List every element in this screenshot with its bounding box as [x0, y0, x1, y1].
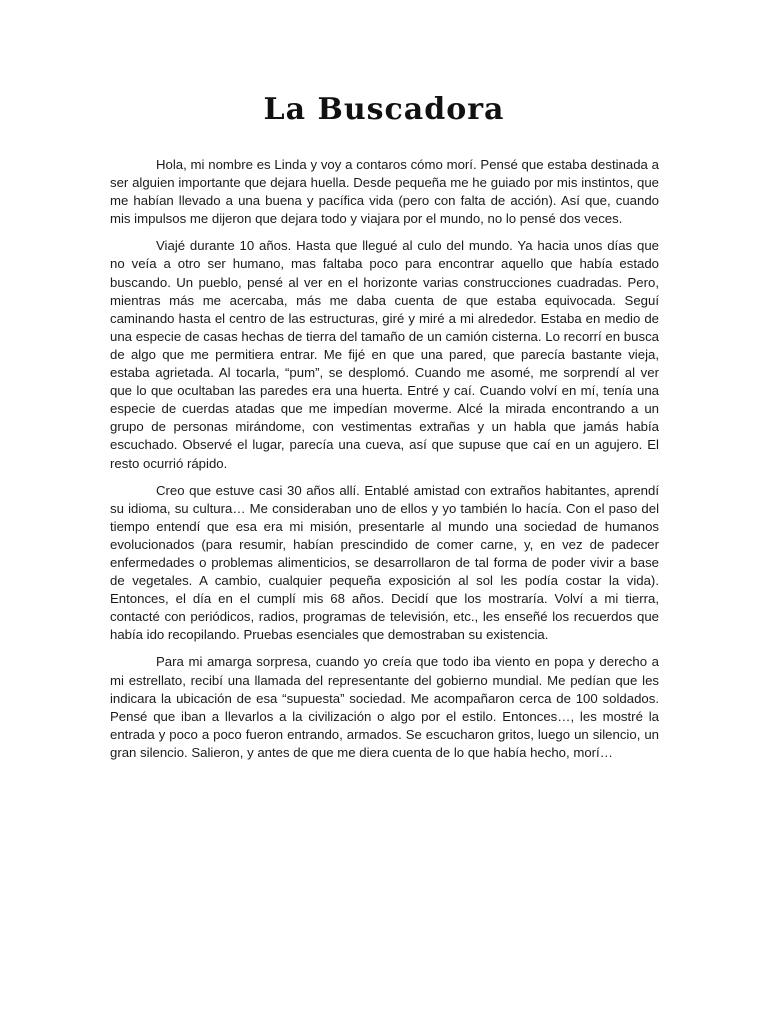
- document-title: La Buscadora: [263, 92, 505, 127]
- paragraph: Hola, mi nombre es Linda y voy a contaros cómo morí. Pensé que estaba destinada a ser alguien importante que dejara huella. Desde pequeña me he guiado por mis instintos, que me habían llevado a una buena y pacífica vida (pero con falta de acción). Así que, cuando mis impulsos me dijeron que dejara todo y viajara por el mundo, no lo pensé dos veces.: [110, 157, 659, 227]
- paragraph: Viajé durante 10 años. Hasta que llegué al culo del mundo. Ya hacia unos días que no veía a otro ser humano, mas faltaba poco para encontrar aquello que había estado buscando. Un pueblo, pensé al ver en el horizonte varias construcciones cuadradas. Pero, mientras más me acercaba, más me daba cuenta de que estaba equivocada. Seguí caminando hasta el centro de las estructuras, giré y miré a mi alrededor. Estaba en medio de una especie de casas hechas de tierra del tamaño de un camión cisterna. Lo recorrí en busca de algo que me permitiera entrar. Me fijé en que una pared, que parecía bastante vieja, estaba agrietada. Al tocarla, “pum”, se desplomó. Cuando me asomé, me sorprendí al ver que lo que ocultaban las paredes era una huerta. Entré y caí. Cuando volví en mí, tenía una especie de cuerdas atadas que me impedían moverme. Alcé la mirada encontrando a un grupo de personas mirándome, con vestimentas extrañas y un habla que jamás había escuchado. Observé el lugar, parecía una cueva, así que supuse que caí en un agujero. El resto ocurrió rápido.: [110, 238, 659, 471]
- paragraph: Para mi amarga sorpresa, cuando yo creía que todo iba viento en popa y derecho a mi estrellato, recibí una llamada del representante del gobierno mundial. Me pedían que les indicara la ubicación de esa “supuesta” sociedad. Me acompañaron cerca de 100 soldados. Pensé que iban a llevarlos a la civilización o algo por el estilo. Entonces…, les mostré la entrada y poco a poco fueron entrando, armados. Se escucharon gritos, luego un silencio, un gran silencio. Salieron, y antes de que me diera cuenta de lo que había hecho, morí…: [110, 654, 659, 760]
- document-body: [110, 156, 659, 771]
- paragraph: Creo que estuve casi 30 años allí. Entablé amistad con extraños habitantes, aprendí su idioma, su cultura… Me consideraban uno de ellos y yo también lo hacía. Con el paso del tiempo entendí que esa era mi misión, presentarle al mundo una sociedad de humanos evolucionados (para resumir, habían prescindido de comer carne, y, en vez de padecer enfermedades o problemas alimenticios, se desarrollaron de tal forma de poder vivir a base de vegetales. A cambio, cualquier pequeña exposición al sol les podía costar la vida). Entonces, el día en el cumplí mis 68 años. Decidí que los mostraría. Volví a mi tierra, contacté con periódicos, radios, programas de televisión, etc., les enseñé los recuerdos que había ido recopilando. Pruebas esenciales que demostraban su existencia.: [110, 482, 659, 643]
